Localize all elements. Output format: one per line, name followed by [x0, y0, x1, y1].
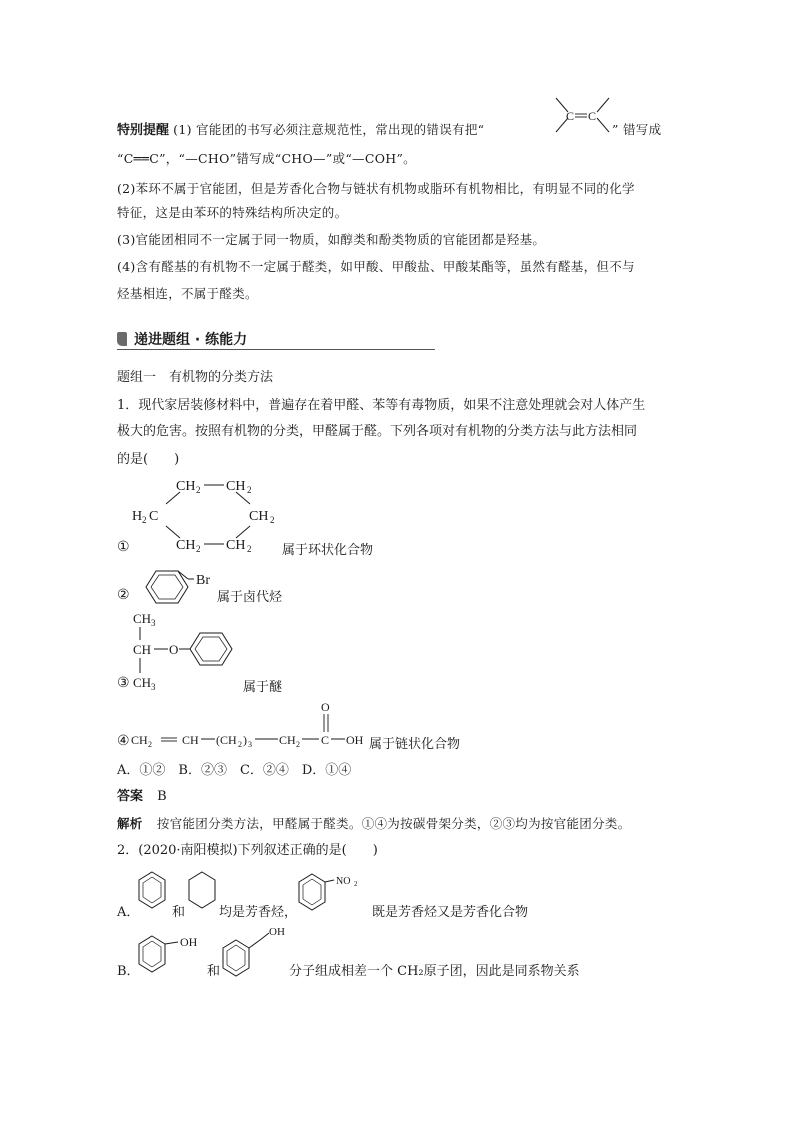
chain-ch: CH [182, 733, 199, 747]
section-marker-icon [117, 332, 127, 346]
ether-ch: CH [133, 642, 152, 657]
ether-ch3-top: CH [133, 611, 152, 626]
q2-a-and: 和 [172, 905, 186, 920]
reminder-p1-start: (1) 官能团的书写必须注意规范性，常出现的错误有把“ [173, 122, 485, 137]
q2-b-and: 和 [207, 964, 221, 979]
q2-a-label: A． [117, 905, 140, 920]
q1-item4-text: 属于链状化合物 [369, 737, 461, 752]
phenol-oh: OH [180, 935, 198, 949]
ring-c: C [149, 509, 159, 524]
chain-close: ) [243, 733, 247, 747]
q1-options: A．①② B．②③ C．②④ D．①④ [117, 763, 352, 778]
ether-o: O [169, 642, 179, 657]
benzyl-oh: OH [269, 926, 285, 938]
bromobenzene-structure [132, 567, 222, 607]
benzene-structure [138, 870, 168, 916]
ring-ch2-right: CH [249, 509, 269, 524]
reminder-p3: (3)官能团相同不一定属于同一物质，如醇类和酚类物质的官能团都是羟基。 [117, 232, 546, 247]
ring-sub-2: 2 [247, 485, 252, 495]
ring-sub-6: 2 [247, 544, 252, 554]
q1-item1-number: ① [117, 539, 130, 555]
ether-ch3-bottom [131, 673, 171, 693]
ring-sub-4: 2 [270, 515, 275, 525]
reminder-p1-line2: “C══C”，“—CHO”错写成“CHO—”或“—COH”。 [117, 151, 416, 166]
reminder-p2-line1: (2)苯环不属于官能团，但是芳香化合物与链状有机物或脂环有机物相比，有明显不同的化学 [117, 181, 635, 196]
ether-ch3-bottom-text: CH [133, 675, 152, 690]
reminder-line-1 [117, 121, 484, 140]
phenol-structure [138, 928, 213, 978]
no2-label: NO [336, 876, 351, 887]
cyclohexane-structure [128, 470, 298, 560]
chain-sub-4: 2 [296, 740, 300, 749]
br-label: Br [196, 573, 210, 588]
ring-sub-3: 2 [142, 515, 147, 525]
answer-value: B [157, 789, 167, 804]
reminder-p4-line2: 烃基相连，不属于醛类。 [117, 286, 258, 301]
ring-ch2-top-left: CH [176, 479, 196, 494]
analysis-label: 解析 [117, 816, 143, 831]
q1-stem-line3: 的是( ) [117, 452, 180, 467]
chain-oh: OH [346, 733, 364, 747]
chain-ch2b: CH [279, 733, 296, 747]
q1-answer-line [117, 788, 167, 806]
section-heading [117, 328, 435, 350]
chain-sub-2: 2 [238, 740, 242, 749]
cyclohexane-ring-structure [188, 870, 218, 916]
reminder-p2-line2: 特征，这是由苯环的特殊结构所决定的。 [117, 205, 348, 220]
q1-item3-text: 属于醚 [243, 680, 283, 695]
q2-a-text1: 均是芳香烃， [219, 905, 298, 920]
ring-ch2-bottom-left: CH [176, 538, 196, 553]
reminder-p1-mid: ” 错写成 [612, 122, 662, 137]
analysis-text: 按官能团分类方法，甲醛属于醛类。①④为按碳骨架分类，②③均为按官能团分类。 [156, 816, 631, 831]
ring-sub-5: 2 [196, 544, 201, 554]
ring-h: H [132, 509, 143, 524]
double-bond-c-left: C [566, 109, 575, 123]
chain-acid-structure [131, 699, 376, 751]
reminder-heading: 特别提醒 [117, 123, 170, 138]
q1-stem-line2: 极大的危害。按照有机物的分类，甲醛属于醛。下列各项对有机物的分类方法与此方法相同 [117, 424, 638, 439]
group1-title: 题组一 有机物的分类方法 [117, 370, 274, 385]
answer-label: 答案 [117, 789, 144, 804]
chain-c: C [321, 733, 330, 747]
no2-sub: 2 [354, 880, 358, 888]
reminder-p4-line1: (4)含有醛基的有机物不一定属于醛类，如甲酸、甲酸盐、甲酸某酯等，虽然有醛基，但不与 [117, 259, 635, 274]
q1-stem-line1: 1．现代家居装修材料中，普遍存在着甲醛、苯等有毒物质，如果不注意处理就会对人体产生 [117, 398, 646, 413]
section-underline [117, 349, 435, 350]
ether-sub-1: 3 [151, 618, 156, 628]
section-title: 递进题组 · 练能力 [134, 332, 248, 348]
q1-item2-number: ② [117, 587, 130, 603]
q1-item2-text: 属于卤代烃 [217, 590, 283, 605]
chain-ch2: CH [131, 733, 148, 747]
chain-sub-1: 2 [148, 740, 152, 749]
q1-item3-number: ③ [117, 675, 130, 691]
q2-a-text2: 既是芳香烃又是芳香化合物 [372, 905, 529, 920]
ring-ch2-top-right: CH [226, 479, 246, 494]
chain-sub-3: 3 [248, 740, 252, 749]
q1-analysis-line [117, 815, 631, 833]
q2-stem: 2．(2020·南阳模拟)下列叙述正确的是( ) [117, 843, 378, 858]
chain-o: O [321, 700, 330, 714]
ring-ch2-bottom-right: CH [226, 538, 246, 553]
nitrobenzene-structure [298, 866, 364, 912]
double-bond-c-right: C [588, 109, 597, 123]
q2-b-text: 分子组成相差一个 CH₂原子团，因此是同系物关系 [289, 964, 580, 979]
q1-item4-number: ④ [117, 733, 130, 749]
double-bond-structure [552, 96, 612, 146]
ring-sub-1: 2 [196, 485, 201, 495]
ether-sub-2: 3 [151, 682, 156, 692]
chain-paren: (CH [216, 733, 237, 747]
q1-item1-text: 属于环状化合物 [282, 543, 374, 558]
q2-b-label: B． [117, 964, 140, 979]
